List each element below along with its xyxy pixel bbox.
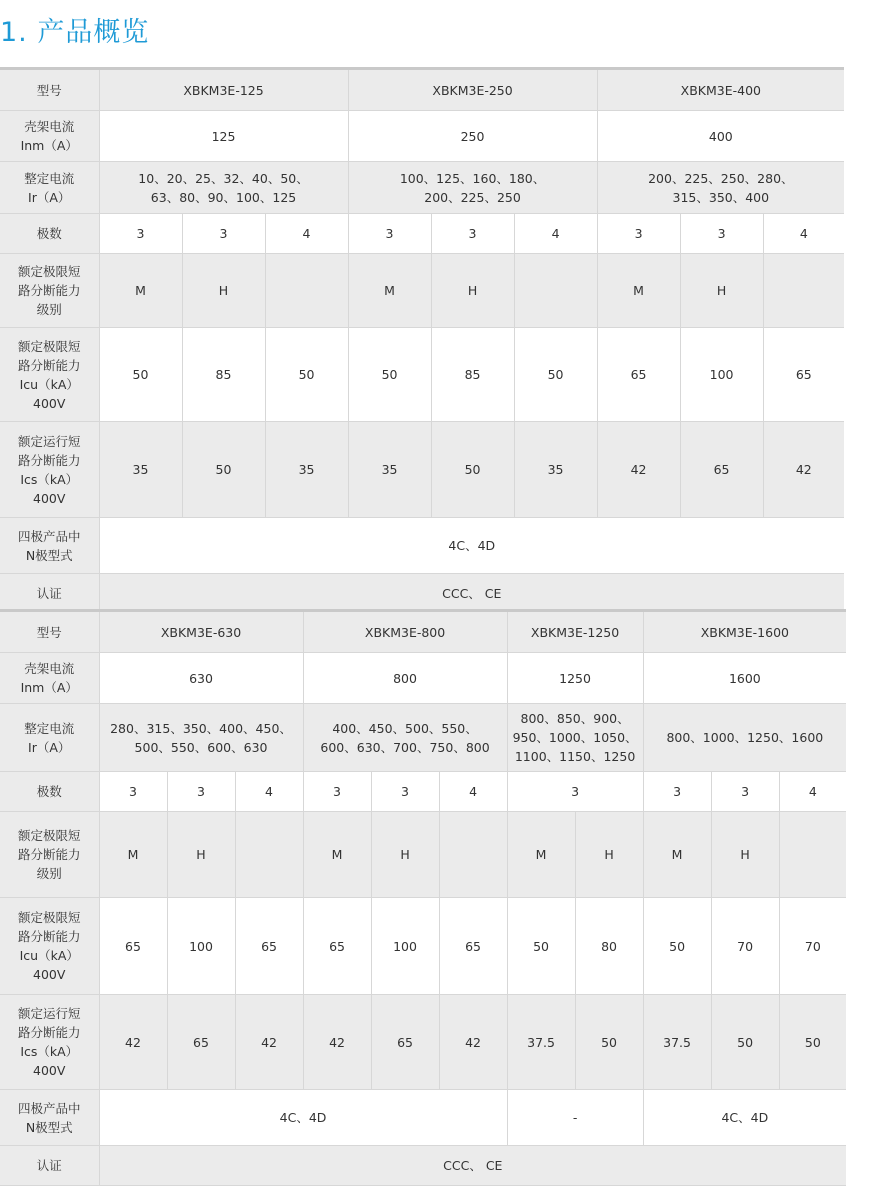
poles-cell: 3: [507, 772, 643, 812]
ics-cell: 37.5: [507, 995, 575, 1090]
icu-cell: 50: [265, 328, 348, 422]
rated-current-cell: 10、20、25、32、40、50、 63、80、90、100、125: [99, 162, 348, 214]
frame-current-cell: 800: [303, 653, 507, 704]
ics-cell: 37.5: [643, 995, 711, 1090]
breaking-level-label: 额定极限短 路分断能力 级别: [0, 812, 99, 898]
ics-cell: 35: [514, 422, 597, 518]
ics-cell: 42: [303, 995, 371, 1090]
poles-cell: 3: [99, 772, 167, 812]
poles-cell: 4: [763, 214, 844, 254]
frame-current-cell: 125: [99, 111, 348, 162]
ics-cell: 50: [182, 422, 265, 518]
breaking-level-cell: M: [597, 254, 680, 328]
breaking-level-cell: M: [99, 812, 167, 898]
poles-cell: 3: [303, 772, 371, 812]
poles-row: [0, 772, 846, 812]
ics-cell: 42: [597, 422, 680, 518]
npole-row: [0, 1090, 846, 1146]
poles-row: [0, 214, 844, 254]
rated-current-label: 整定电流 Ir（A）: [0, 704, 99, 772]
rated-current-cell: 280、315、350、400、450、 500、550、600、630: [99, 704, 303, 772]
poles-cell: 4: [439, 772, 507, 812]
icu-cell: 65: [303, 898, 371, 995]
poles-cell: 3: [371, 772, 439, 812]
breaking-level-cell: M: [303, 812, 371, 898]
rated-current-label: 整定电流 Ir（A）: [0, 162, 99, 214]
icu-row: [0, 328, 844, 422]
cert-row: [0, 1146, 846, 1186]
model-cell: XBKM3E-1600: [643, 611, 846, 653]
poles-label: 极数: [0, 772, 99, 812]
model-row: [0, 611, 846, 653]
breaking-level-cell: [265, 254, 348, 328]
breaking-level-cell: [514, 254, 597, 328]
poles-cell: 3: [597, 214, 680, 254]
poles-cell: 3: [348, 214, 431, 254]
breaking-level-label: 额定极限短 路分断能力 级别: [0, 254, 99, 328]
poles-cell: 3: [711, 772, 779, 812]
ics-label: 额定运行短 路分断能力 Ics（kA） 400V: [0, 995, 99, 1090]
icu-cell: 50: [643, 898, 711, 995]
rated-current-cell: 100、125、160、180、 200、225、250: [348, 162, 597, 214]
ics-label: 额定运行短 路分断能力 Ics（kA） 400V: [0, 422, 99, 518]
breaking-level-cell: [779, 812, 846, 898]
model-cell: XBKM3E-250: [348, 69, 597, 111]
npole-label: 四极产品中 N极型式: [0, 518, 99, 574]
poles-cell: 3: [431, 214, 514, 254]
breaking-level-cell: M: [507, 812, 575, 898]
model-label: 型号: [0, 69, 99, 111]
npole-cell: -: [507, 1090, 643, 1146]
npole-label: 四极产品中 N极型式: [0, 1090, 99, 1146]
cert-row: [0, 574, 844, 613]
rated-current-cell: 800、1000、1250、1600: [643, 704, 846, 772]
poles-cell: 3: [167, 772, 235, 812]
breaking-level-cell: H: [680, 254, 763, 328]
frame-current-cell: 1250: [507, 653, 643, 704]
poles-cell: 3: [680, 214, 763, 254]
ics-cell: 50: [431, 422, 514, 518]
icu-cell: 100: [680, 328, 763, 422]
icu-cell: 100: [371, 898, 439, 995]
npole-cell: 4C、4D: [99, 1090, 507, 1146]
ics-cell: 35: [265, 422, 348, 518]
ics-cell: 50: [575, 995, 643, 1090]
poles-cell: 3: [643, 772, 711, 812]
npole-cell: 4C、4D: [643, 1090, 846, 1146]
model-cell: XBKM3E-1250: [507, 611, 643, 653]
model-cell: XBKM3E-400: [597, 69, 844, 111]
spec-table-1: [0, 67, 844, 613]
ics-cell: 65: [167, 995, 235, 1090]
poles-cell: 3: [182, 214, 265, 254]
npole-row: [0, 518, 844, 574]
ics-cell: 65: [371, 995, 439, 1090]
icu-cell: 70: [711, 898, 779, 995]
ics-cell: 42: [439, 995, 507, 1090]
icu-cell: 65: [597, 328, 680, 422]
poles-cell: 4: [265, 214, 348, 254]
ics-cell: 42: [235, 995, 303, 1090]
cert-label: 认证: [0, 574, 99, 613]
breaking-level-cell: [763, 254, 844, 328]
icu-label: 额定极限短 路分断能力 Icu（kA） 400V: [0, 328, 99, 422]
icu-row: [0, 898, 846, 995]
frame-current-label: 壳架电流 Inm（A）: [0, 653, 99, 704]
breaking-level-cell: H: [371, 812, 439, 898]
breaking-level-cell: [439, 812, 507, 898]
ics-cell: 42: [763, 422, 844, 518]
breaking-level-cell: M: [643, 812, 711, 898]
icu-cell: 100: [167, 898, 235, 995]
ics-cell: 35: [348, 422, 431, 518]
poles-cell: 3: [99, 214, 182, 254]
frame-current-cell: 1600: [643, 653, 846, 704]
icu-cell: 50: [348, 328, 431, 422]
ics-row: [0, 422, 844, 518]
frame-current-cell: 630: [99, 653, 303, 704]
breaking-level-cell: M: [99, 254, 182, 328]
icu-label: 额定极限短 路分断能力 Icu（kA） 400V: [0, 898, 99, 995]
breaking-level-cell: H: [182, 254, 265, 328]
ics-cell: 50: [711, 995, 779, 1090]
icu-cell: 65: [439, 898, 507, 995]
ics-cell: 42: [99, 995, 167, 1090]
icu-cell: 50: [99, 328, 182, 422]
frame-current-row: [0, 653, 846, 704]
frame-current-cell: 250: [348, 111, 597, 162]
cert-cell: CCC、 CE: [99, 574, 844, 613]
model-label: 型号: [0, 611, 99, 653]
breaking-level-row: [0, 254, 844, 328]
model-cell: XBKM3E-630: [99, 611, 303, 653]
poles-cell: 4: [514, 214, 597, 254]
icu-cell: 70: [779, 898, 846, 995]
rated-current-row: [0, 162, 844, 214]
cert-label: 认证: [0, 1146, 99, 1186]
icu-cell: 85: [182, 328, 265, 422]
icu-cell: 50: [507, 898, 575, 995]
npole-cell: 4C、4D: [99, 518, 844, 574]
frame-current-row: [0, 111, 844, 162]
poles-cell: 4: [235, 772, 303, 812]
poles-label: 极数: [0, 214, 99, 254]
poles-cell: 4: [779, 772, 846, 812]
page-title: 1. 产品概览: [0, 17, 150, 48]
spec-table-2: [0, 609, 846, 1186]
breaking-level-cell: H: [575, 812, 643, 898]
icu-cell: 65: [763, 328, 844, 422]
icu-cell: 65: [99, 898, 167, 995]
rated-current-cell: 800、850、900、 950、1000、1050、 1100、1150、1250: [507, 704, 643, 772]
breaking-level-cell: [235, 812, 303, 898]
ics-row: [0, 995, 846, 1090]
breaking-level-cell: M: [348, 254, 431, 328]
model-cell: XBKM3E-800: [303, 611, 507, 653]
frame-current-cell: 400: [597, 111, 844, 162]
breaking-level-cell: H: [711, 812, 779, 898]
ics-cell: 35: [99, 422, 182, 518]
rated-current-row: [0, 704, 846, 772]
icu-cell: 65: [235, 898, 303, 995]
breaking-level-cell: H: [167, 812, 235, 898]
model-row: [0, 69, 844, 111]
icu-cell: 50: [514, 328, 597, 422]
breaking-level-cell: H: [431, 254, 514, 328]
rated-current-cell: 200、225、250、280、 315、350、400: [597, 162, 844, 214]
icu-cell: 85: [431, 328, 514, 422]
breaking-level-row: [0, 812, 846, 898]
ics-cell: 65: [680, 422, 763, 518]
frame-current-label: 壳架电流 Inm（A）: [0, 111, 99, 162]
model-cell: XBKM3E-125: [99, 69, 348, 111]
ics-cell: 50: [779, 995, 846, 1090]
rated-current-cell: 400、450、500、550、 600、630、700、750、800: [303, 704, 507, 772]
cert-cell: CCC、 CE: [99, 1146, 846, 1186]
icu-cell: 80: [575, 898, 643, 995]
